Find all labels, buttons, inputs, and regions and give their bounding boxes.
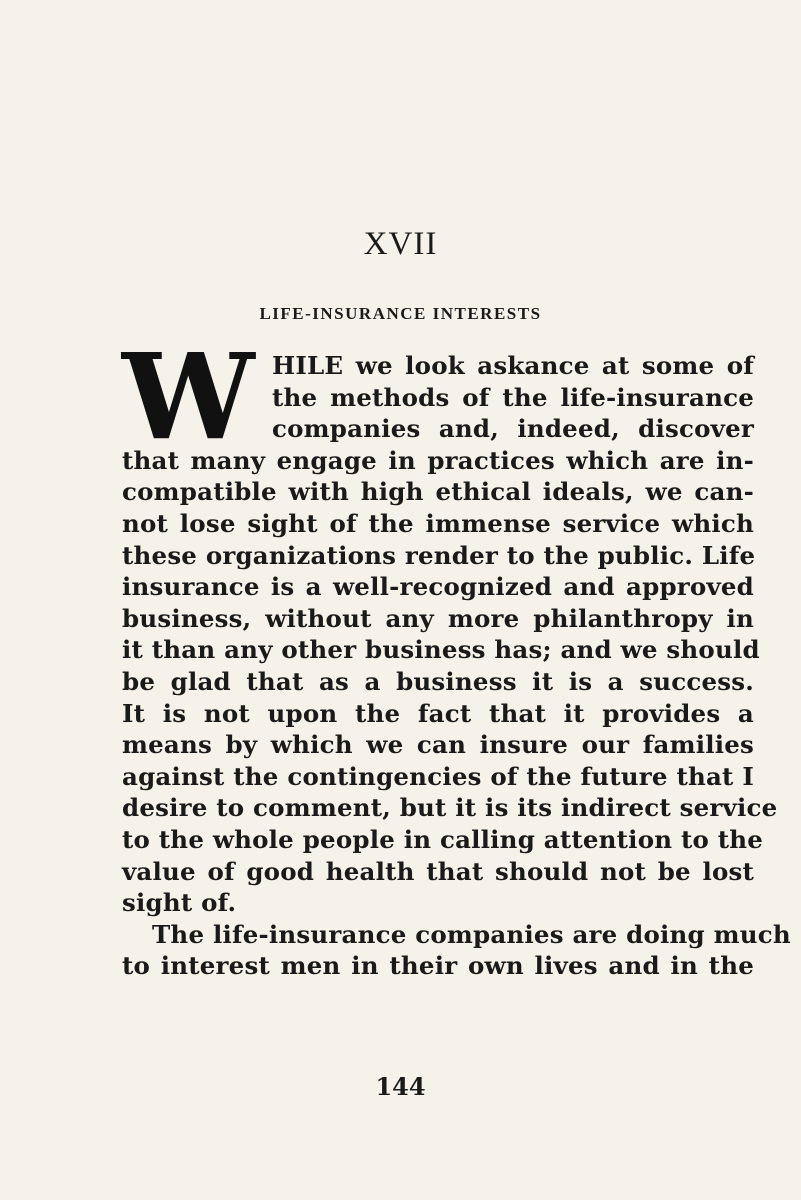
text-line: to the whole people in calling attention to the bbox=[122, 824, 764, 854]
text-line: business, without any more philanthropy in bbox=[122, 603, 754, 633]
body-text bbox=[122, 350, 791, 982]
text-line: insurance is a well-recognized and approved bbox=[122, 572, 754, 602]
drop-cap: W bbox=[122, 327, 255, 466]
text-line: companies and, indeed, discover bbox=[272, 414, 754, 444]
text-line: against the contingencies of the future that I bbox=[122, 761, 754, 791]
text-line: value of good health that should not be lost bbox=[122, 856, 754, 886]
text-line: not lose sight of the immense service which bbox=[122, 508, 754, 538]
text-line: the methods of the life-insurance bbox=[272, 382, 754, 412]
chapter-number: XVII bbox=[363, 226, 438, 262]
text-line: be glad that as a business it is a success. bbox=[122, 666, 754, 696]
text-line: The life-insurance companies are doing much bbox=[152, 919, 791, 949]
page-number: 144 bbox=[375, 1072, 426, 1101]
text-line: HILE we look askance at some of bbox=[272, 351, 754, 380]
text-line: desire to comment, but it is its indirect service bbox=[122, 793, 778, 823]
text-line: It is not upon the fact that it provides a bbox=[122, 698, 754, 728]
paragraph-2 bbox=[122, 919, 791, 982]
paragraph-1-body bbox=[122, 445, 778, 919]
text-line: sight of. bbox=[122, 888, 237, 918]
text-line: to interest men in their own lives and in the bbox=[122, 951, 754, 981]
paragraph-1-indented-lines bbox=[122, 350, 754, 445]
text-line: means by which we can insure our families bbox=[122, 730, 754, 760]
text-line: that many engage in practices which are in- bbox=[122, 445, 754, 475]
text-line: it than any other business has; and we should bbox=[122, 635, 760, 665]
text-line: these organizations render to the public. Life bbox=[122, 540, 756, 570]
text-line: compatible with high ethical ideals, we can- bbox=[122, 477, 754, 507]
chapter-title: LIFE-INSURANCE INTERESTS bbox=[259, 304, 542, 323]
